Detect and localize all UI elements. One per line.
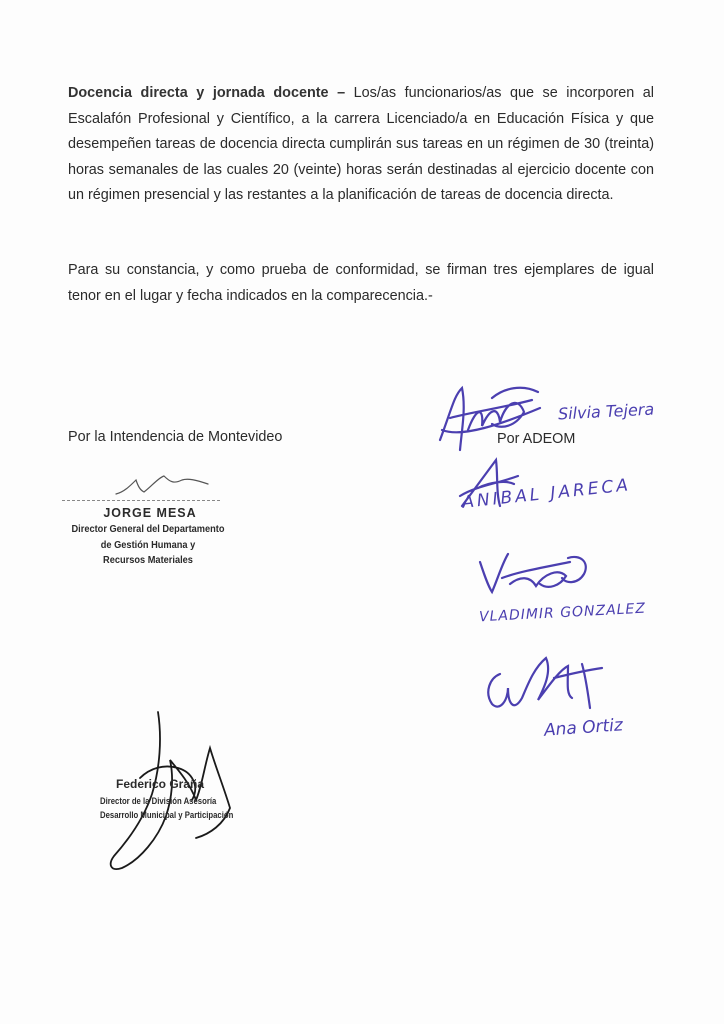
jorge-mesa-title-line: Director General del Departamento xyxy=(71,523,225,535)
federico-grana-name: Federico Graña xyxy=(116,777,205,791)
federico-grana-title xyxy=(100,794,233,822)
jorge-mesa-name: JORGE MESA xyxy=(103,506,197,520)
jorge-mesa-title-line: de Gestión Humana y xyxy=(100,538,196,551)
signature-federico-grana xyxy=(100,708,240,878)
paragraph-body: Los/as funcionarios/as que se incorporen al Escalafón Profesional y Científico, a la carrera Licenciado/a en Educación Física y que desempeñen tareas de docencia directa cumplirán sus tareas en un régimen de 30 (treinta) horas semanales de las cuales 20 (veinte) horas serán destinadas al ejercicio docente con un régimen presencial y las restantes a la planificación de tareas de docencia directa. xyxy=(68,85,655,203)
signature-ana-ortiz xyxy=(478,648,608,720)
jorge-mesa-title-line: Recursos Materiales xyxy=(103,554,193,566)
printed-name-anibal-jareca: ANIBAL JARECA xyxy=(461,475,632,513)
printed-name-silvia-tejera: Silvia Tejera xyxy=(557,399,655,424)
label-intendencia: Por la Intendencia de Montevideo xyxy=(68,429,283,445)
printed-name-vladimir-gonzalez: VLADIMIR GONZALEZ xyxy=(478,600,647,626)
printed-name-ana-ortiz: Ana Ortiz xyxy=(543,715,624,741)
signature-jorge-mesa xyxy=(112,470,212,500)
jorge-mesa-title xyxy=(60,522,236,569)
signature-vladimir-gonzalez xyxy=(474,548,594,598)
signature-line xyxy=(62,500,220,501)
paragraph-heading: Docencia directa y jornada docente – xyxy=(68,85,346,101)
federico-grana-title-line: Desarrollo Municipal y Participación xyxy=(100,810,234,820)
paragraph-constancia: Para su constancia, y como prueba de conformidad, se firman tres ejemplares de igual tenor en el lugar y fecha indicados en la comparecencia.- xyxy=(68,262,654,304)
federico-grana-title-line: Director de la División Asesoría xyxy=(100,796,217,806)
label-adeom: Por ADEOM xyxy=(497,431,576,447)
paragraph-docencia xyxy=(68,81,654,209)
